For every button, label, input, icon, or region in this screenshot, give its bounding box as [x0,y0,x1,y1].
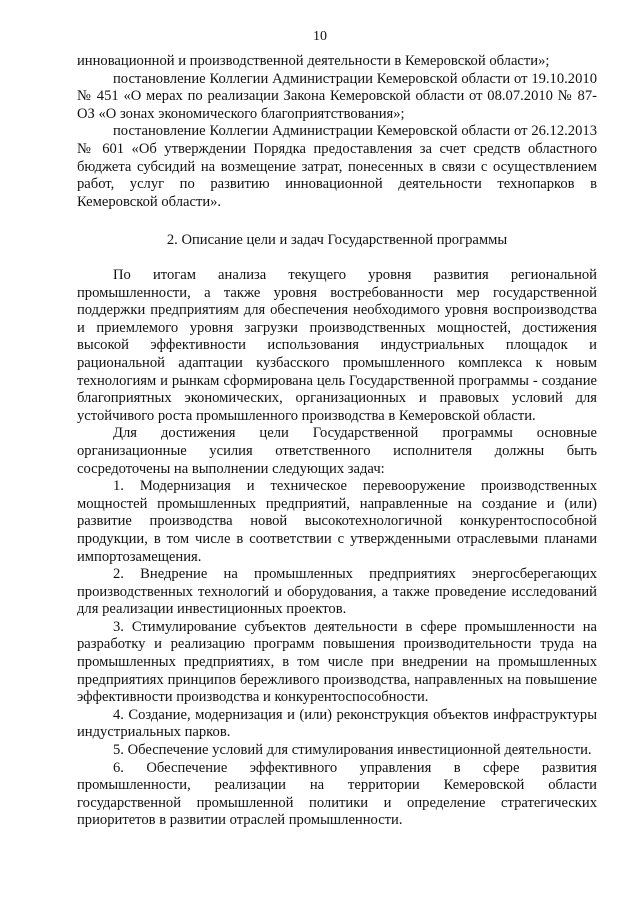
section-body [77,267,597,830]
paragraph: Для достижения цели Государственной программы основные организационные усилия ответственного исполнителя должны быть сосредоточены на выполнении следующих задач: [77,425,597,477]
legal-references-block [77,53,597,211]
paragraph: инновационной и производственной деятельности в Кемеровской области»; [77,53,550,69]
task-item: 4. Создание, модернизация и (или) реконструкция объектов инфраструктуры индустриальных парков. [77,706,597,741]
paragraph: постановление Коллегии Администрации Кемеровской области от 19.10.2010 № 451 «О мерах по реализации Закона Кемеровской области от 08.07.2010 № 87-ОЗ «О зонах экономического благоприятствования»; [77,70,597,122]
page-number: 10 [313,29,327,44]
paragraph: постановление Коллегии Администрации Кемеровской области от 26.12.2013 № 601 «Об утверждении Порядка предоставления за счет средств областного бюджета субсидий на возмещение затрат, понесенных в связи с осуществлением работ, услуг по развитию инновационной деятельности технопарков в Кемеровской области». [77,123,597,210]
task-item: 6. Обеспечение эффективного управления в сфере развития промышленности, реализации на территории Кемеровской области государственной промышленной политики и определение стратегических приоритетов в развитии отраслей промышленности. [77,759,597,829]
task-item: 5. Обеспечение условий для стимулирования инвестиционной деятельности. [113,742,592,759]
task-item: 2. Внедрение на промышленных предприятиях энергосберегающих производственных технологий и оборудования, а также проведение исследований для реализации инвестиционных проектов. [77,566,597,618]
task-item: 3. Стимулирование субъектов деятельности в сфере промышленности на разработку и реализацию программ повышения производительности труда на промышленных предприятиях, в том числе при внедрении на промышленных предприятиях принципов бережливого производства, направленных на повышение эффективности производства и конкурентоспособности. [77,618,597,706]
section-heading: 2. Описание цели и задач Государственной программы [166,232,508,248]
paragraph: По итогам анализа текущего уровня развития региональной промышленности, а также уровня востребованности мер государственной поддержки предприятиям для обеспечения необходимого уровня воспроизводства и приемлемого уровня загрузки производственных мощностей, достижения высокой эффективности использования индустриальных площадок и рациональной адаптации кузбасского промышленного комплекса к новым технологиям и рынкам сформирована цель Государственной программы - создание благоприятных экономических, организационных и правовых условий для устойчивого роста промышленного производства в Кемеровской области. [77,267,597,424]
task-item: 1. Модернизация и техническое перевооружение производственных мощностей промышленных предприятий, направленные на создание и (или) развитие производства новой высокотехнологичной конкурентоспособной продукции, в том числе в соответствии с утвержденными отраслевыми планами импортозамещения. [77,478,597,565]
